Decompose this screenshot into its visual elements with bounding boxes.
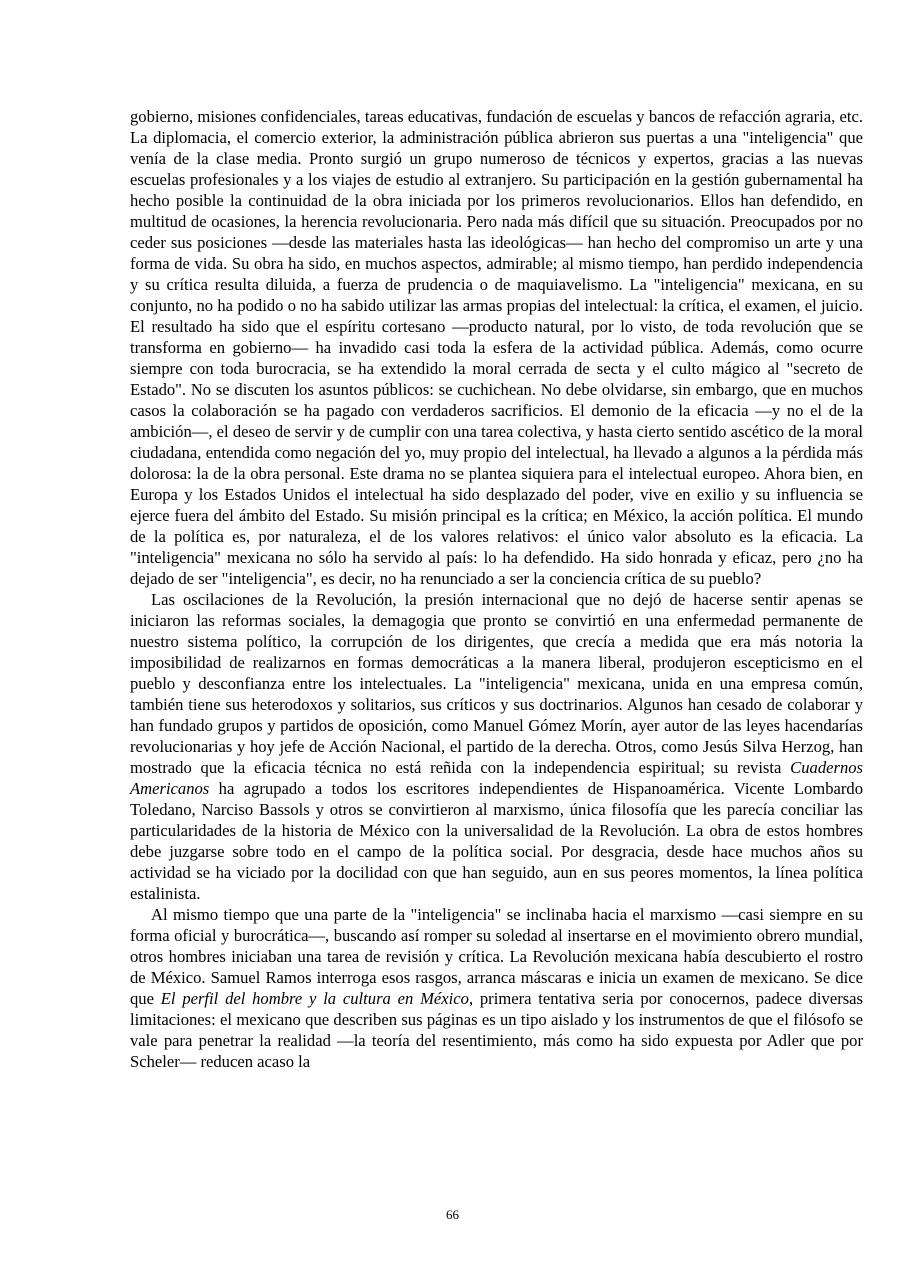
paragraph-2	[130, 589, 863, 904]
paragraph-3-text-a: Al mismo tiempo que una parte de la "inteligencia" se inclinaba hacia el marxismo —casi siempre en su forma oficial y burocrática—, buscando así romper su soledad al insertarse en el movimiento obrero mundial, otros hombres iniciaban una tarea de revisión y crítica. La Revolución mexicana había descubierto el rostro de México. Samuel Ramos interroga esos rasgos, arranca máscaras e inicia un examen de mexicano. Se dice que	[130, 905, 863, 1008]
book-title-italic: El perfil del hombre y la cultura en México	[160, 989, 469, 1008]
paragraph-3	[130, 904, 863, 1072]
paragraph-1	[130, 106, 863, 589]
body-text	[130, 106, 863, 1072]
paragraph-2-text-a: Las oscilaciones de la Revolución, la presión internacional que no dejó de hacerse sentir apenas se iniciaron las reformas sociales, la demagogia que pronto se convirtió en una enfermedad permanente de nuestro sistema político, la corrupción de los dirigentes, que crecía a medida que era más notoria la imposibilidad de realizarnos en formas democráticas a la manera liberal, produjeron escepticismo en el pueblo y desconfianza entre los intelectuales. La "inteligencia" mexicana, unida en una empresa común, también tiene sus heterodoxos y solitarios, sus críticos y sus doctrinarios. Algunos han cesado de colaborar y han fundado grupos y partidos de oposición, como Manuel Gómez Morín, ayer autor de las leyes hacendarías revolucionarias y hoy jefe de Acción Nacional, el partido de la derecha. Otros, como Jesús Silva Herzog, han mostrado que la eficacia técnica no está reñida con la independencia espiritual; su revista	[130, 590, 863, 777]
paragraph-3-text-b: , primera tentativa seria por conocernos, padece diversas limitaciones: el mexicano que describen sus páginas es un tipo aislado y los instrumentos de que el filósofo se vale para penetrar la realidad —la teoría del resentimiento, más como ha sido expuesta por Adler que por Scheler— reducen acaso la	[130, 989, 864, 1071]
page-number: 66	[446, 1207, 459, 1222]
journal-title-italic: Cuadernos Americanos	[130, 758, 863, 798]
paragraph-2-text-b: ha agrupado a todos los escritores independientes de Hispanoamérica. Vicente Lombardo Toledano, Narciso Bassols y otros se convirtieron al marxismo, única filosofía que les parecía conciliar las particularidades de la historia de México con la universalidad de la Revolución. La obra de estos hombres debe juzgarse sobre todo en el campo de la política social. Por desgracia, desde hace muchos años su actividad se ha viciado por la docilidad con que han seguido, aun en sus peores momentos, la línea política estalinista.	[130, 779, 863, 903]
paragraph-1-text: gobierno, misiones confidenciales, tareas educativas, fundación de escuelas y bancos de refacción agraria, etc. La diplomacia, el comercio exterior, la administración pública abrieron sus puertas a una "inteligencia" que venía de la clase media. Pronto surgió un grupo numeroso de técnicos y expertos, gracias a las nuevas escuelas profesionales y a los viajes de estudio al extranjero. Su participación en la gestión gubernamental ha hecho posible la continuidad de la obra iniciada por los primeros revolucionarios. Ellos han defendido, en multitud de ocasiones, la herencia revolucionaria. Pero nada más difícil que su situación. Preocupados por no ceder sus posiciones —desde las materiales hasta las ideológicas— han hecho del compromiso un arte y una forma de vida. Su obra ha sido, en muchos aspectos, admirable; al mismo tiempo, han perdido independencia y su crítica resulta diluida, a fuerza de prudencia o de maquiavelismo. La "inteligencia" mexicana, en su conjunto, no ha podido o no ha sabido utilizar las armas propias del intelectual: la crítica, el examen, el juicio. El resultado ha sido que el espíritu cortesano —producto natural, por lo visto, de toda revolución que se transforma en gobierno— ha invadido casi toda la esfera de la actividad pública. Además, como ocurre siempre con toda burocracia, se ha extendido la moral cerrada de secta y el culto mágico al "secreto de Estado". No se discuten los asuntos públicos: se cuchichean. No debe olvidarse, sin embargo, que en muchos casos la colaboración se ha pagado con verdaderos sacrificios. El demonio de la eficacia —y no el de la ambición—, el deseo de servir y de cumplir con una tarea colectiva, y hasta cierto sentido ascético de la moral ciudadana, entendida como negación del yo, muy propio del intelectual, ha llevado a algunos a la pérdida más dolorosa: la de la obra personal. Este drama no se plantea siquiera para el intelectual europeo. Ahora bien, en Europa y los Estados Unidos el intelectual ha sido desplazado del poder, vive en exilio y su influencia se ejerce fuera del ámbito del Estado. Su misión principal es la crítica; en México, la acción política. El mundo de la política es, por naturaleza, el de los valores relativos: el único valor absoluto es la eficacia. La "inteligencia" mexicana no sólo ha servido al país: lo ha defendido. Ha sido honrada y eficaz, pero ¿no ha dejado de ser "inteligencia", es decir, no ha renunciado a ser la conciencia crítica de su pueblo?	[130, 107, 863, 588]
